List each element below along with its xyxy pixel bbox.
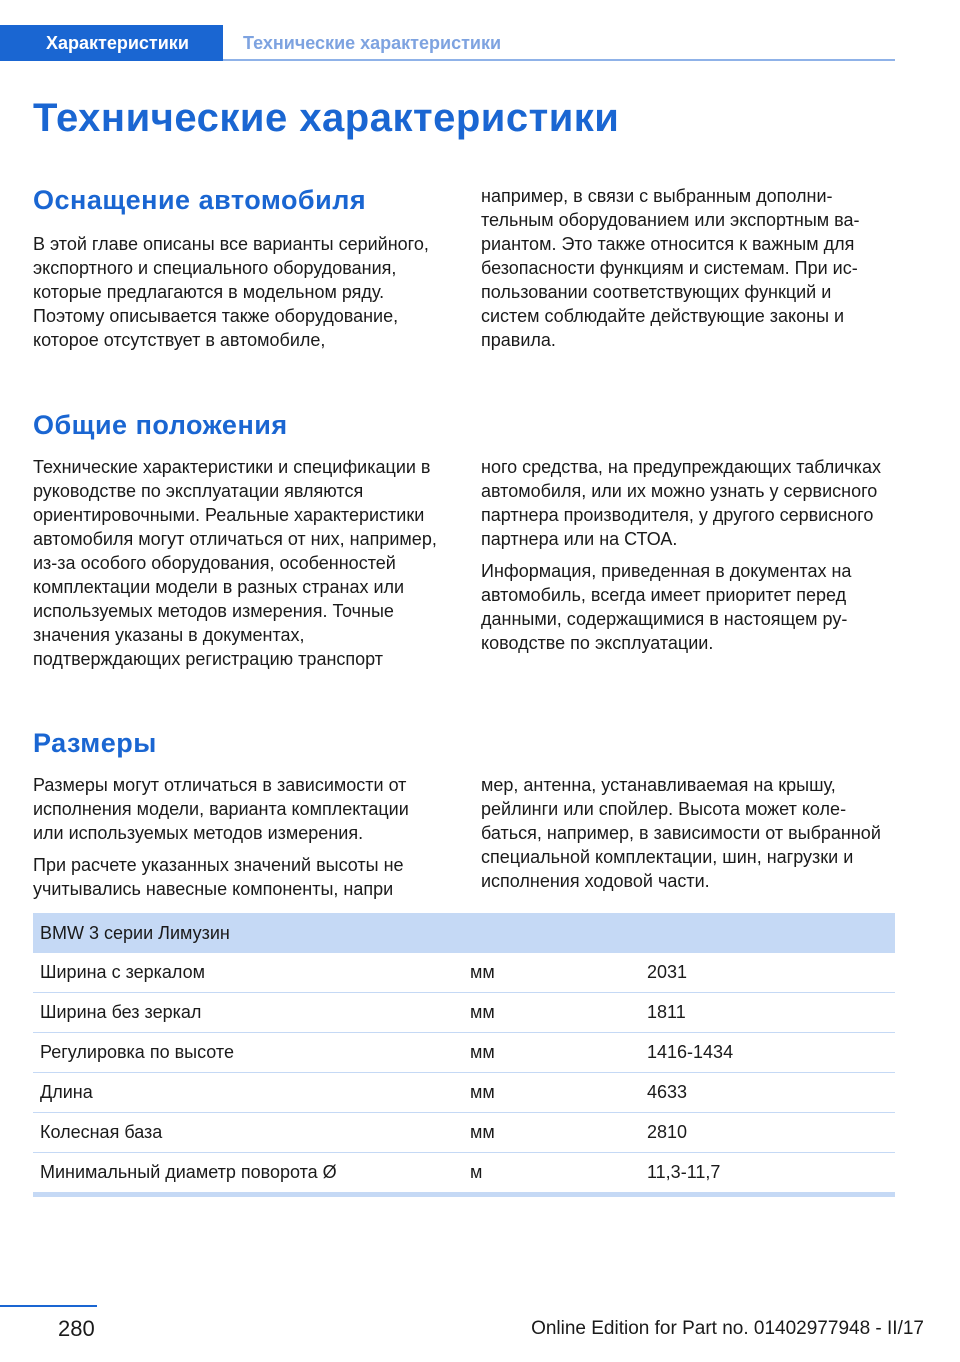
table-row [33, 1153, 895, 1195]
page-title: Технические характеристики [33, 96, 620, 140]
row-value: 1811 [640, 993, 895, 1033]
row-unit: мм [463, 993, 640, 1033]
page-number: 280 [58, 1316, 95, 1341]
table-row [33, 1033, 895, 1073]
row-unit: мм [463, 1033, 640, 1073]
table-row [33, 1113, 895, 1153]
nav-underline [223, 59, 895, 61]
general-text-left: Технические характеристики и спецификации в руководстве по эксплуатации являются ориентировочными. Реальные характеристики автомобиля могут отличаться от них, например, из-за особого оборудования, особенностей комплектации модели в разных странах или используемых методов измерения. Точные значения указаны в документах, подтверждающих регистрацию транспорт [33, 457, 437, 669]
table-header-row [33, 913, 895, 953]
row-value: 1416-1434 [640, 1033, 895, 1073]
dimensions-left-column [33, 773, 443, 909]
equipment-text-right: например, в связи с выбранным дополнительным оборудованием или экспортным вариантом. Это также относится к важным для безопасности функциям и системам. При использовании соответствующих функций и систем соблюдайте действующие законы и правила. [481, 186, 860, 350]
heading-equipment: Оснащение автомобиля [33, 185, 367, 215]
top-nav [0, 25, 895, 61]
dimensions-table [33, 913, 895, 1197]
dimensions-text-left-1: Размеры могут отличаться в зависимости от исполнения модели, варианта комплектации или используемых методов измерения. [33, 775, 409, 843]
row-label: Длина [33, 1073, 463, 1113]
row-value: 11,3-11,7 [640, 1153, 895, 1195]
general-text-right-2: Информация, приведенная в документах на автомобиль, всегда имеет приоритет перед данными, содержащимися в настоящем руководстве по эксплуатации. [481, 561, 852, 653]
tab-characteristics[interactable]: Характеристики [0, 25, 223, 61]
row-label: Минимальный диаметр поворота Ø [33, 1153, 463, 1195]
row-label: Регулировка по высоте [33, 1033, 463, 1073]
general-right-column [481, 455, 891, 663]
row-unit: м [463, 1153, 640, 1195]
tab-technical-characteristics[interactable]: Технические характеристики [243, 33, 502, 53]
row-unit: мм [463, 953, 640, 993]
edition-footer: Online Edition for Part no. 01402977948 - II/17 [531, 1318, 924, 1339]
table-row [33, 1073, 895, 1113]
row-label: Колесная база [33, 1113, 463, 1153]
row-label: Ширина без зеркал [33, 993, 463, 1033]
row-unit: мм [463, 1113, 640, 1153]
dimensions-text-left-2: При расчете указанных значений высоты не учитывались навесные компоненты, напри [33, 855, 404, 899]
dimensions-right-column [481, 773, 891, 901]
row-value: 2031 [640, 953, 895, 993]
heading-general: Общие положения [33, 410, 288, 440]
row-value: 4633 [640, 1073, 895, 1113]
general-left-column [33, 455, 443, 679]
row-label: Ширина с зеркалом [33, 953, 463, 993]
equipment-text-left: В этой главе описаны все варианты серийного, экспортного и специального оборудования, которые предлагаются в модельном ряду. Поэтому описывается также оборудование, которое отсутствует в автомобиле, [33, 234, 429, 350]
heading-dimensions: Размеры [33, 728, 157, 758]
general-text-right-1: ного средства, на предупреждающих табличках автомобиля, или их можно узнать у сервисного партнера производителя, у другого сервисного партнера или на СТОА. [481, 457, 881, 549]
row-value: 2810 [640, 1113, 895, 1153]
equipment-left-column [33, 232, 443, 360]
equipment-right-column [481, 184, 891, 360]
page-number-bar [0, 1305, 97, 1307]
table-row [33, 953, 895, 993]
table-header: BMW 3 серии Лимузин [33, 913, 895, 953]
row-unit: мм [463, 1073, 640, 1113]
table-row [33, 993, 895, 1033]
dimensions-text-right: мер, антенна, устанавливаемая на крышу, рейлинги или спойлер. Высота может колебаться, например, в зависимости от выбранной специальной комплектации, шин, нагрузки и исполнения ходовой части. [481, 775, 881, 891]
